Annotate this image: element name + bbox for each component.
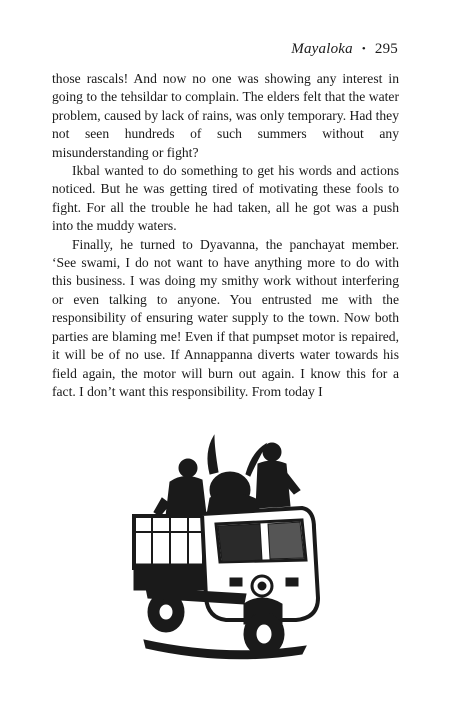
header-separator: •: [361, 43, 366, 55]
paragraph-2: Ikbal wanted to do something to get his words and actions noticed. But he was getting tired of motivating these fools to fight. For all the trouble he had taken, all he got was a push into the muddy waters.: [52, 163, 399, 234]
paragraph-1: those rascals! And now no one was showing any interest in going to the tehsildar to complain. The elders felt that the water problem, caused by lack of rains, was only temporary. Had they not seen hundreds of such summers without any misunderstanding or fight?: [52, 71, 399, 160]
page-number: 295: [374, 41, 398, 57]
running-head: [291, 41, 398, 58]
auto-rickshaw-illustration: [126, 428, 326, 668]
book-title: Mayaloka: [291, 41, 353, 57]
paragraph-3: Finally, he turned to Dyavanna, the panchayat member. ‘See swami, I do not want to have anything more to do with this business. I was doing my smithy work without interfering or even talking to anyone. You entrusted me with the responsibility of ensuring water supply to the town. Now both parties are blaming me! Even if that pumpset motor is repaired, it will be of no use. If Annappanna diverts water towards his field again, the motor will burn out again. I know this for a fact. I don’t want this responsibility. From today I: [52, 236, 399, 399]
body-text: [52, 70, 399, 401]
